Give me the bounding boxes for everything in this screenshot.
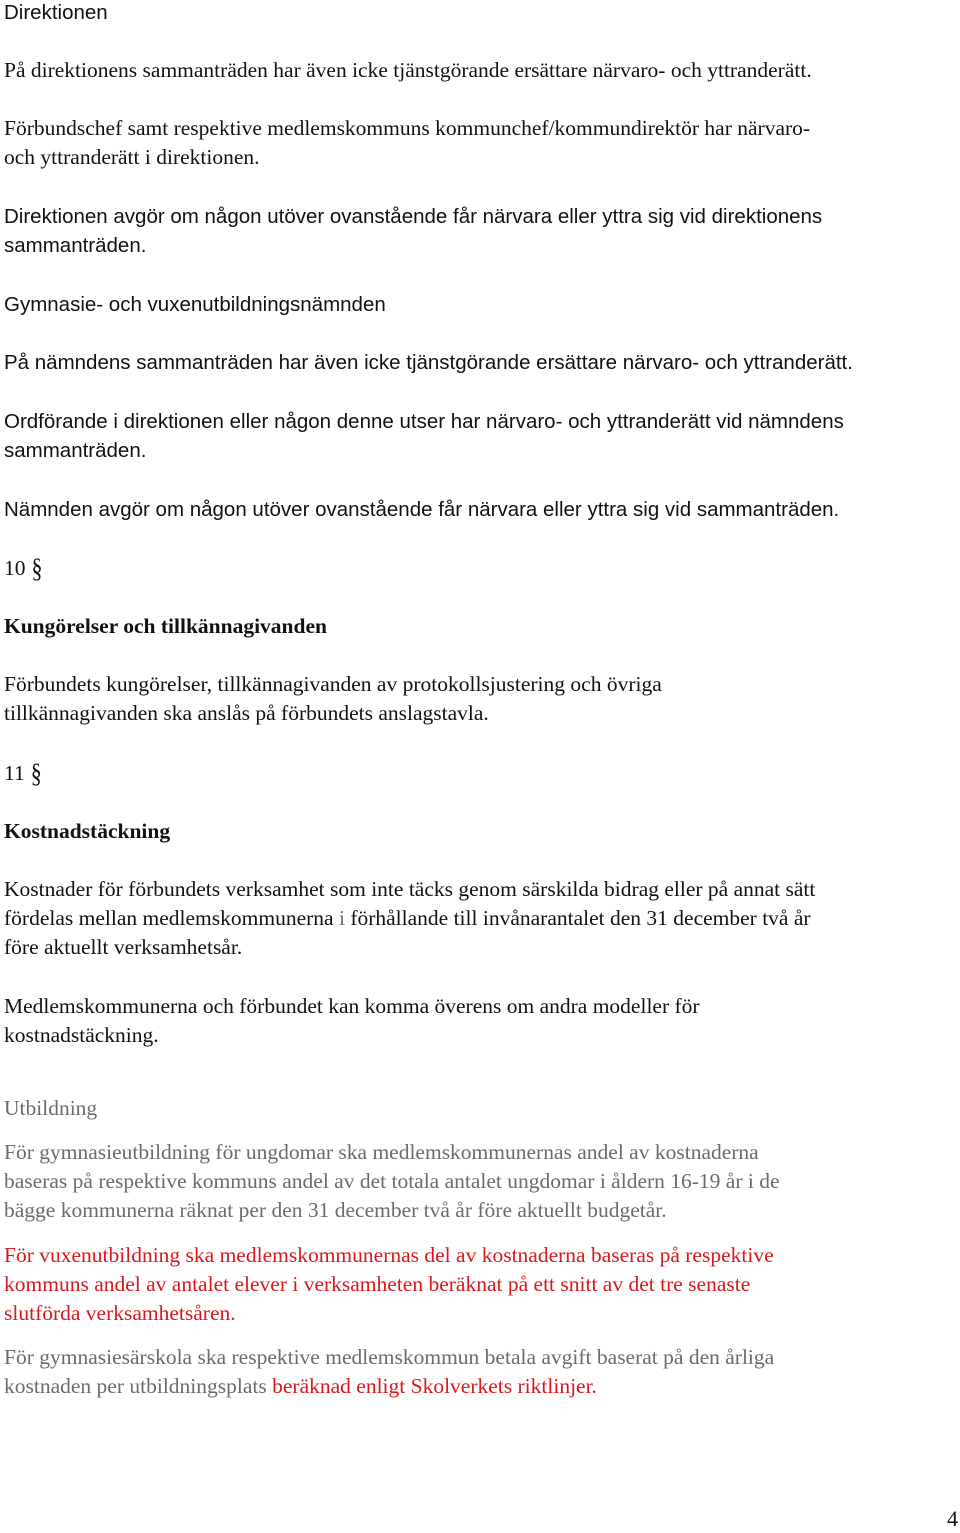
direktionen-paragraph-2 [4, 114, 810, 172]
paragraph-line: Förbundschef samt respektive medlemskommuns kommunchef/kommundirektör har närvaro- [4, 116, 811, 140]
section-11-paragraph-1 [4, 875, 815, 962]
paragraph-line: Direktionen avgör om någon utöver ovanstående får närvara eller yttra sig vid direktionens [4, 205, 823, 228]
paragraph-line: tillkännagivanden ska anslås på förbundets anslagstavla. [4, 701, 489, 725]
direktionen-paragraph-3 [4, 202, 822, 260]
paragraph-line: slutförda verksamhetsåren. [4, 1301, 236, 1325]
utbildning-paragraph-3 [4, 1343, 774, 1401]
paragraph-line: Förbundets kungörelser, tillkännagivanden av protokollsjustering och övriga [4, 672, 662, 696]
direktionen-paragraph-1: På direktionens sammanträden har även icke tjänstgörande ersättare närvaro- och yttranderätt. [4, 58, 812, 82]
namnden-paragraph-1: På nämndens sammanträden har även icke tjänstgörande ersättare närvaro- och yttranderätt. [4, 351, 853, 374]
paragraph-line: kostnadstäckning. [4, 1023, 159, 1047]
section-11-title: Kostnadstäckning [4, 819, 171, 843]
section-10-paragraph [4, 670, 662, 728]
utbildning-paragraph-2 [4, 1241, 774, 1328]
section-10-heading [4, 553, 43, 583]
text-run: förhållande till invånarantalet den 31 december två år [344, 906, 811, 930]
heading-direktionen: Direktionen [4, 1, 108, 24]
paragraph-line: före aktuellt verksamhetsår. [4, 935, 243, 959]
page-number: 4 [947, 1506, 958, 1531]
paragraph-line: För gymnasieutbildning för ungdomar ska medlemskommunernas andel av kostnaderna [4, 1140, 759, 1164]
paragraph-line: För vuxenutbildning ska medlemskommunernas del av kostnaderna baseras på respektive [4, 1243, 774, 1267]
paragraph-line: Medlemskommunerna och förbundet kan komma överens om andra modeller för [4, 994, 700, 1018]
section-number: 10 [4, 556, 26, 580]
paragraph-line [4, 1372, 774, 1401]
utbildning-paragraph-1 [4, 1138, 780, 1225]
paragraph-line: sammanträden. [4, 234, 147, 257]
paragraph-line: sammanträden. [4, 439, 147, 462]
paragraph-line: och yttranderätt i direktionen. [4, 145, 260, 169]
paragraph-line: baseras på respektive kommuns andel av det totala antalet ungdomar i åldern 16-19 år i de [4, 1169, 780, 1193]
paragraph-line: kommuns andel av antalet elever i verksamheten beräknat på ett snitt av det tre senaste [4, 1272, 751, 1296]
section-symbol: § [31, 551, 43, 584]
text-run-red: beräknad enligt Skolverkets riktlinjer. [272, 1374, 597, 1398]
paragraph-line: Ordförande i direktionen eller någon denne utser har närvaro- och yttranderätt vid nämndens [4, 410, 844, 433]
section-10-title: Kungörelser och tillkännagivanden [4, 614, 327, 638]
paragraph-line: För gymnasiesärskola ska respektive medlemskommun betala avgift baserat på den årliga [4, 1345, 775, 1369]
heading-utbildning: Utbildning [4, 1096, 98, 1120]
namnden-paragraph-2 [4, 407, 844, 465]
paragraph-line: bägge kommunerna räknat per den 31 december två år före aktuellt budgetår. [4, 1198, 667, 1222]
paragraph-line [4, 904, 815, 933]
text-run-gray: i [338, 906, 345, 930]
text-run-gray: kostnaden per utbildningsplats [4, 1374, 273, 1398]
section-symbol: § [30, 756, 42, 789]
heading-gymnasie-vuxenutbildningsnamnden: Gymnasie- och vuxenutbildningsnämnden [4, 293, 386, 316]
text-run: fördelas mellan medlemskommunerna [4, 906, 339, 930]
namnden-paragraph-3: Nämnden avgör om någon utöver ovanstående får närvara eller yttra sig vid sammanträden. [4, 498, 840, 521]
section-number: 11 [4, 761, 25, 785]
paragraph-line: Kostnader för förbundets verksamhet som inte täcks genom särskilda bidrag eller på annat sätt [4, 877, 816, 901]
section-11-heading [4, 758, 42, 788]
section-11-paragraph-2 [4, 992, 700, 1050]
